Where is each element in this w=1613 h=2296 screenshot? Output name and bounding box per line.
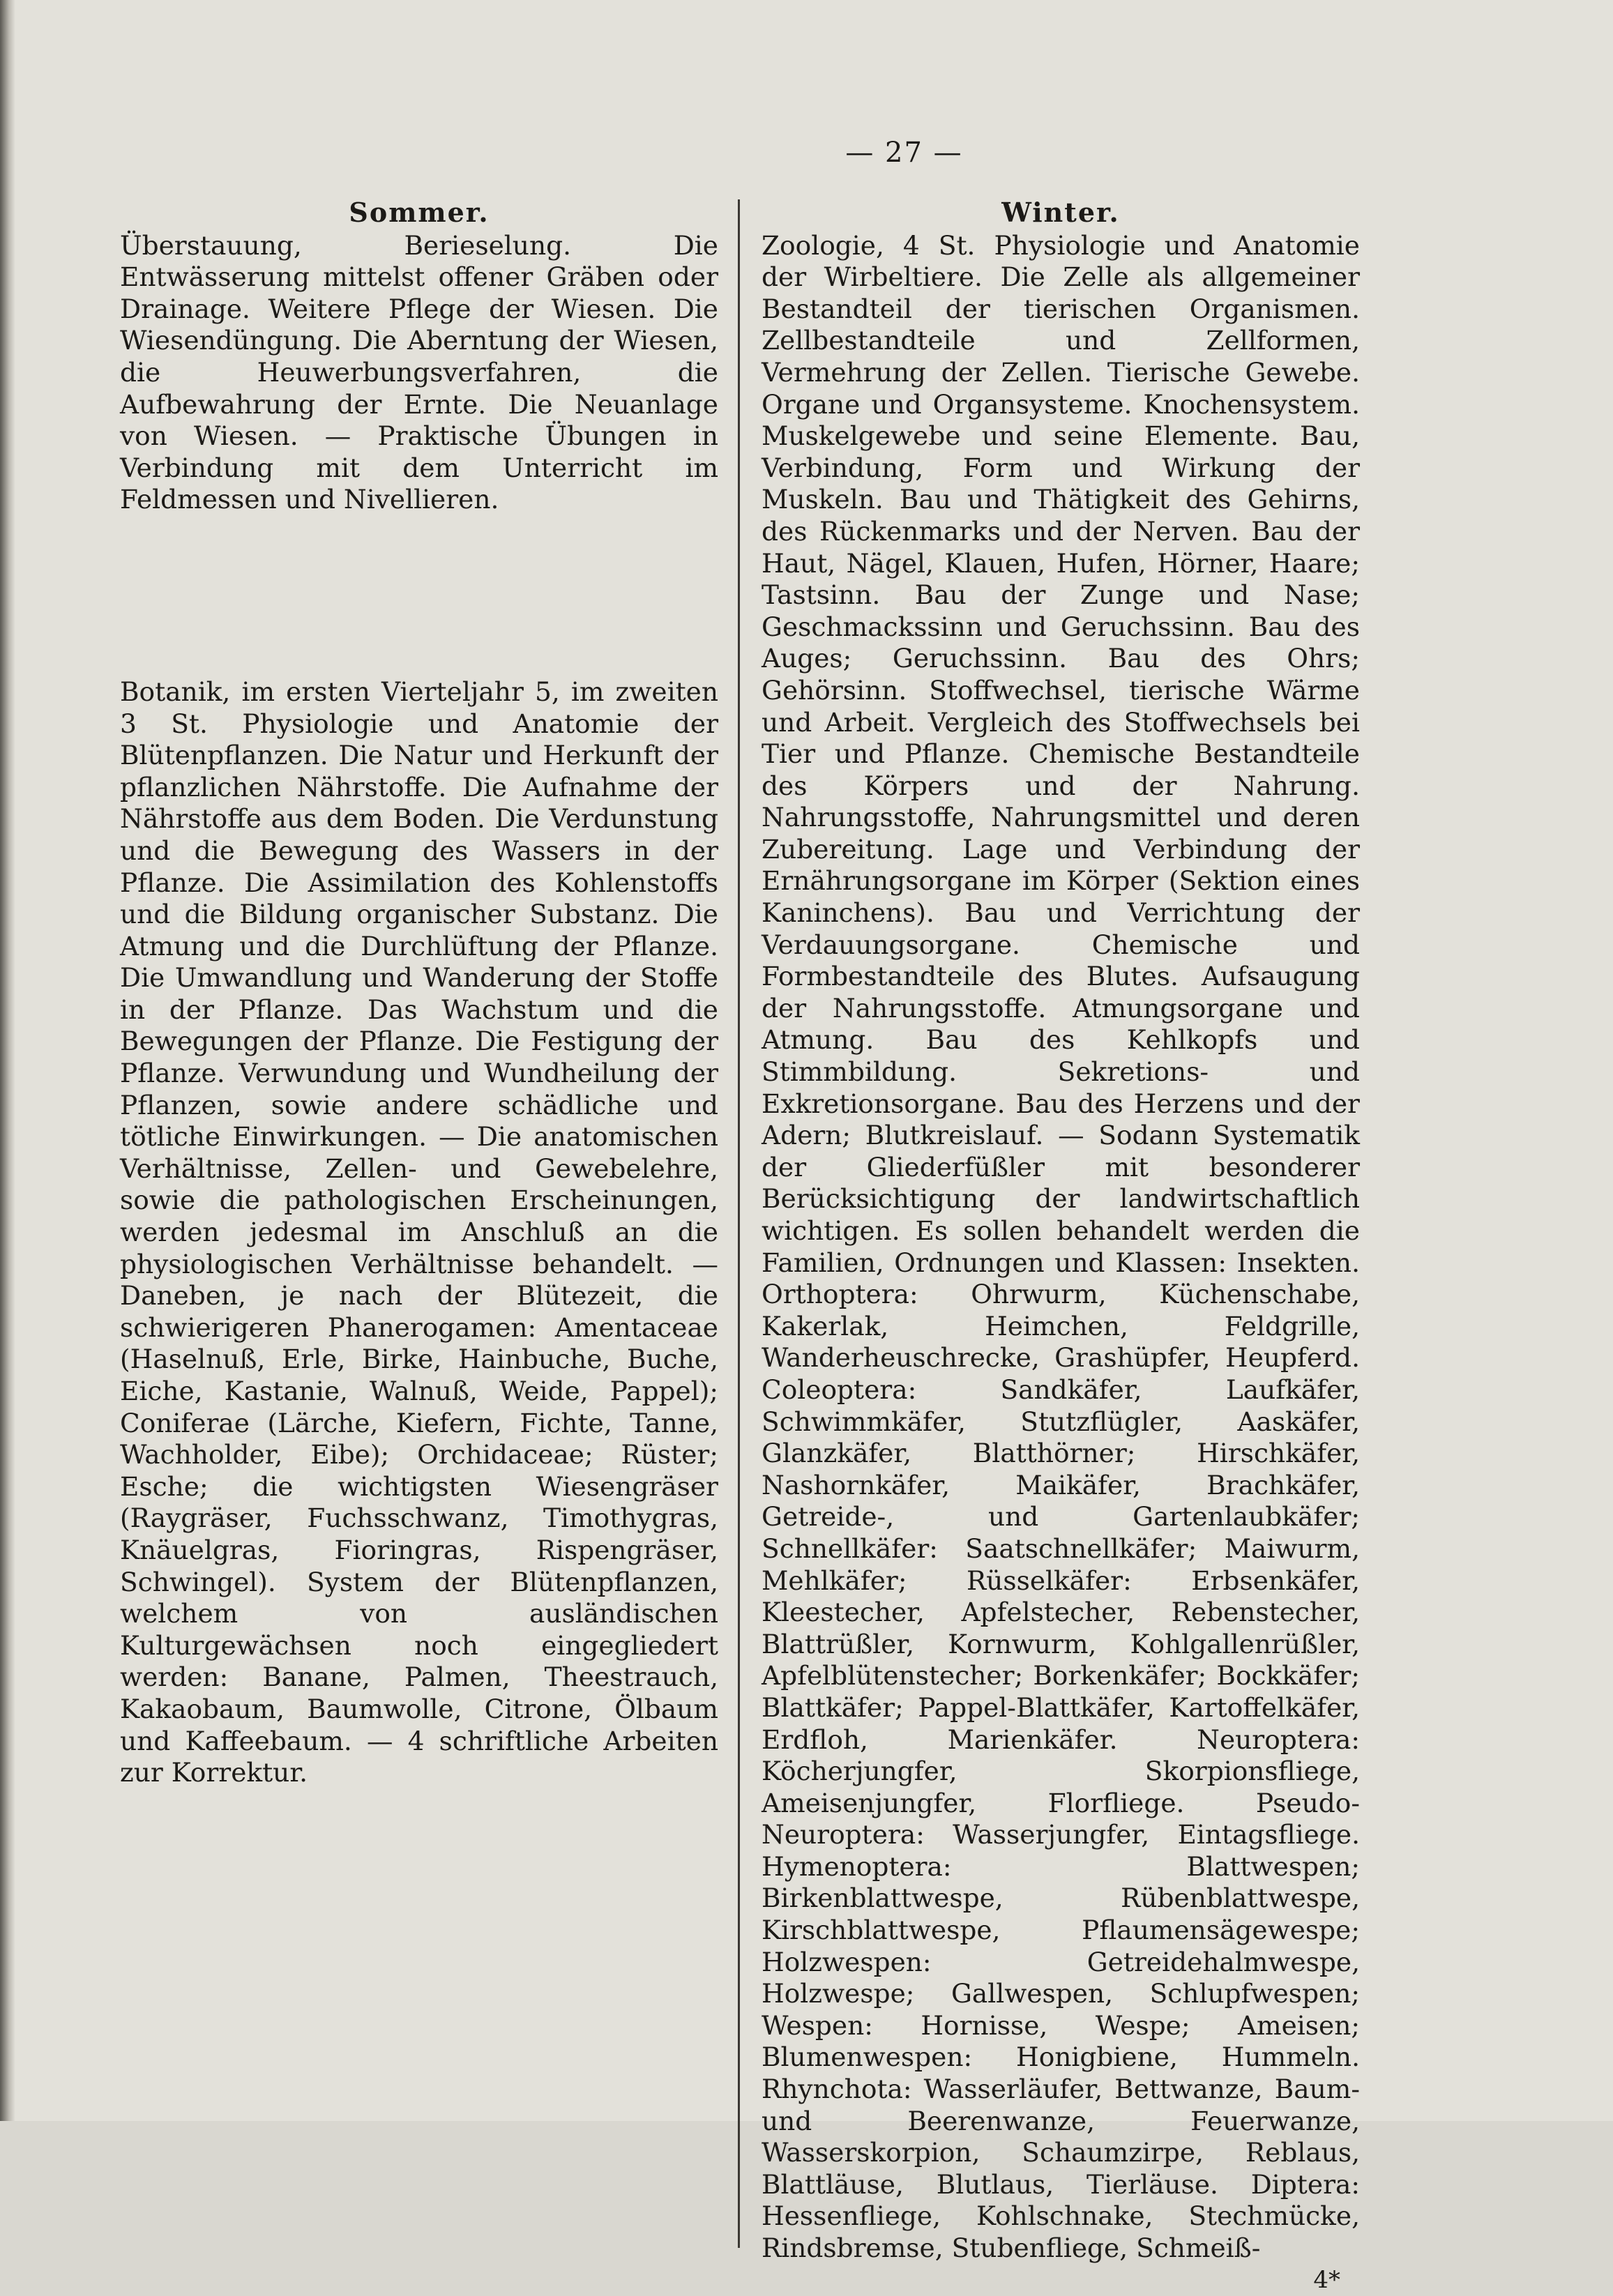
left-paragraph-2: Botanik, im ersten Vierteljahr 5, im zweiten 3 St. Physiologie und Anatomie der Blütenpflanzen. Die Natur und Herkunft der pflanzlichen Nährstoffe. Die Aufnahme der Nährstoffe aus dem Boden. Die Verdunstung und die Bewegung des Wassers in der Pflanze. Die Assimilation des Kohlenstoffs und die Bildung organischer Substanz. Die Atmung und die Durchlüftung der Pflanze. Die Umwandlung und Wanderung der Stoffe in der Pflanze. Das Wachstum und die Bewegungen der Pflanze. Die Festigung der Pflanze. Verwundung und Wundheilung der Pflanzen, sowie andere schädliche und tötliche Einwirkungen. — Die anatomischen Verhältnisse, Zellen- und Gewebelehre, sowie die pathologischen Erscheinungen, werden jedesmal im Anschluß an die physiologischen Verhältnisse behandelt. — Daneben, je nach der Blütezeit, die schwierigeren Phanerogamen: Amentaceae (Haselnuß, Erle, Birke, Hainbuche, Buche, Eiche, Kastanie, Walnuß, Weide, Pappel); Coniferae (Lärche, Kiefern, Fichte, Tanne, Wachholder, Eibe); Orchidaceae; Rüster; Esche; die wichtigsten Wiesengräser (Raygräser, Fuchsschwanz, Timothygras, Knäuelgras, Fioringras, Rispengräser, Schwingel). System der Blütenpflanzen, welchem von ausländischen Kulturgewächsen noch eingegliedert werden: Banane, Palmen, Theestrauch, Kakaobaum, Baumwolle, Citrone, Ölbaum und Kaffeebaum. — 4 schriftliche Arbeiten zur Korrektur. [120,676,718,1788]
page-number [0,137,1613,169]
left-column-heading: Sommer. [349,197,490,228]
left-column [120,197,718,1789]
right-column [762,197,1360,2296]
column-divider [738,199,740,2248]
page-binding-edge [0,0,15,2121]
left-paragraph-1: Überstauung, Berieselung. Die Entwässerung mittelst offener Gräben oder Drainage. Weitere Pflege der Wiesen. Die Wiesendüngung. Die Aberntung der Wiesen, die Heuwerbungsverfahren, die Aufbewahrung der Ernte. Die Neuanlage von Wiesen. — Praktische Übungen in Verbindung mit dem Unterricht im Feldmessen und Nivellieren. [120,229,718,515]
signature-mark: 4* [1313,2265,1340,2294]
right-paragraph-1: Zoologie, 4 St. Physiologie und Anatomie der Wirbeltiere. Die Zelle als allgemeiner Bestandteil der tierischen Organismen. Zellbestandteile und Zellformen, Vermehrung der Zellen. Tierische Gewebe. Organe und Organsysteme. Knochensystem. Muskelgewebe und seine Elemente. Bau, Verbindung, Form und Wirkung der Muskeln. Bau und Thätigkeit des Gehirns, des Rückenmarks und der Nerven. Bau der Haut, Nägel, Klauen, Hufen, Hörner, Haare; Tastsinn. Bau der Zunge und Nase; Geschmackssinn und Geruchssinn. Bau des Auges; Geruchssinn. Bau des Ohrs; Gehörsinn. Stoffwechsel, tierische Wärme und Arbeit. Vergleich des Stoffwechsels bei Tier und Pflanze. Chemische Bestandteile des Körpers und der Nahrung. Nahrungsstoffe, Nahrungsmittel und deren Zubereitung. Lage und Verbindung der Ernährungsorgane im Körper (Sektion eines Kaninchens). Bau und Verrichtung der Verdauungsorgane. Chemische und Formbestandteile des Blutes. Aufsaugung der Nahrungsstoffe. Atmungsorgane und Atmung. Bau des Kehlkopfs und Stimmbildung. Sekretions- und Exkretionsorgane. Bau des Herzens und der Adern; Blutkreislauf. — Sodann Systematik der Gliederfüßler mit besonderer Berücksichtigung der landwirtschaftlich wichtigen. Es sollen behandelt werden die Familien, Ordnungen und Klassen: Insekten. Orthoptera: Ohrwurm, Küchenschabe, Kakerlak, Heimchen, Feldgrille, Wanderheuschrecke, Grashüpfer, Heupferd. Coleoptera: Sandkäfer, Laufkäfer, Schwimmkäfer, Stutzflügler, Aaskäfer, Glanzkäfer, Blatthörner; Hirschkäfer, Nashornkäfer, Maikäfer, Brachkäfer, Getreide-, und Gartenlaubkäfer; Schnellkäfer: Saatschnellkäfer; Maiwurm, Mehlkäfer; Rüsselkäfer: Erbsenkäfer, Kleestecher, Apfelstecher, Rebenstecher, Blattrüßler, Kornwurm, Kohlgallenrüßler, Apfelblütenstecher; Borkenkäfer; Bockkäfer; Blattkäfer; Pappel-Blattkäfer, Kartoffelkäfer, Erdfloh, Marienkäfer. Neuroptera: Köcherjungfer, Skorpionsfliege, Ameisenjungfer, Florfliege. Pseudo-Neuroptera: Wasserjungfer, Eintagsfliege. Hymenoptera: Blattwespen; Birkenblattwespe, Rübenblattwespe, Kirschblattwespe, Pflaumensägewespe; Holzwespen: Getreidehalmwespe, Holzwespe; Gallwespen, Schlupfwespen; Wespen: Hornisse, Wespe; Ameisen; Blumenwespen: Honigbiene, Hummeln. Rhynchota: Wasserläufer, Bettwanze, Baum- und Beerenwanze, Feuerwanze, Wasserskorpion, Schaumzirpe, Reblaus, Blattläuse, Blutlaus, Tierläuse. Diptera: Hessenfliege, Kohlschnake, Stechmücke, Rindsbremse, Stubenfliege, Schmeiß- [762,229,1360,2263]
left-column-gap [120,516,718,676]
page-number-text: — 27 — [845,137,963,169]
right-column-heading: Winter. [1001,197,1120,228]
